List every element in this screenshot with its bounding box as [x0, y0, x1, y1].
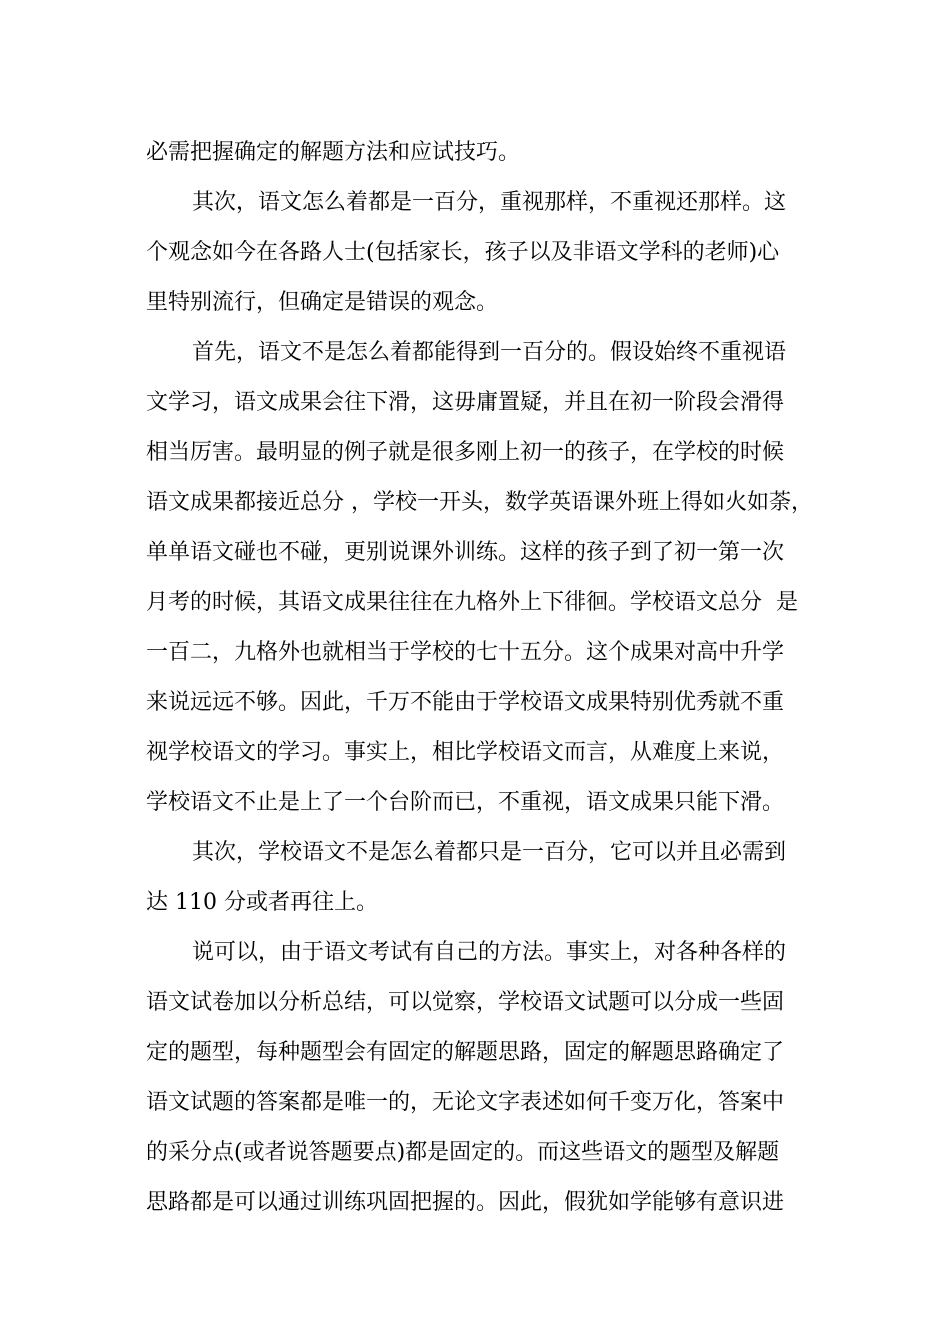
body-text	[146, 128, 826, 1228]
text-line: 个观念如今在各路人士(包括家长，孩子以及非语文学科的老师)心	[146, 240, 780, 265]
paragraph-start-line: 说可以，由于语文考试有自己的方法。事实上，对各种各样的	[192, 940, 787, 965]
text-line: 视学校语文的学习。事实上，相比学校语文而言，从难度上来说，	[146, 740, 785, 765]
text-line: 必需把握确定的解题方法和应试技巧。	[146, 140, 521, 165]
text-line: 定的题型，每种题型会有固定的解题思路，固定的解题思路确定了	[146, 1040, 785, 1065]
text-line: 单单语文碰也不碰，更别说课外训练。这样的孩子到了初一第一次	[146, 540, 785, 565]
text-line: 来说远远不够。因此，千万不能由于学校语文成果特别优秀就不重	[146, 690, 785, 715]
text-line: 学校语文不止是上了一个台阶而已，不重视，语文成果只能下滑。	[146, 790, 785, 815]
text-line: 语文试题的答案都是唯一的，无论文字表述如何千变万化，答案中	[146, 1090, 785, 1115]
text-line: 语文成果都接近总分 ，学校一开头，数学英语课外班上得如火如荼，	[146, 490, 813, 515]
text-line: 思路都是可以通过训练巩固把握的。因此，假犹如学能够有意识进	[146, 1190, 785, 1215]
paragraph-start-line: 其次，语文怎么着都是一百分，重视那样，不重视还那样。这	[192, 190, 787, 215]
text-line: 文学习，语文成果会往下滑，这毋庸置疑，并且在初一阶段会滑得	[146, 390, 785, 415]
text-line: 达 110 分或者再往上。	[146, 890, 378, 915]
text-line: 月考的时候，其语文成果往往在九格外上下徘徊。学校语文总分 是	[146, 590, 798, 615]
paragraph-start-line: 首先，语文不是怎么着都能得到一百分的。假设始终不重视语	[192, 340, 787, 365]
text-line: 一百二，九格外也就相当于学校的七十五分。这个成果对高中升学	[146, 640, 785, 665]
text-line: 的采分点(或者说答题要点)都是固定的。而这些语文的题型及解题	[146, 1140, 780, 1165]
text-line: 里特别流行，但确定是错误的观念。	[146, 290, 499, 315]
text-line: 语文试卷加以分析总结，可以觉察，学校语文试题可以分成一些固	[146, 990, 785, 1015]
text-line: 相当厉害。最明显的例子就是很多刚上初一的孩子，在学校的时候	[146, 440, 785, 465]
paragraph-start-line: 其次，学校语文不是怎么着都只是一百分，它可以并且必需到	[192, 840, 787, 865]
